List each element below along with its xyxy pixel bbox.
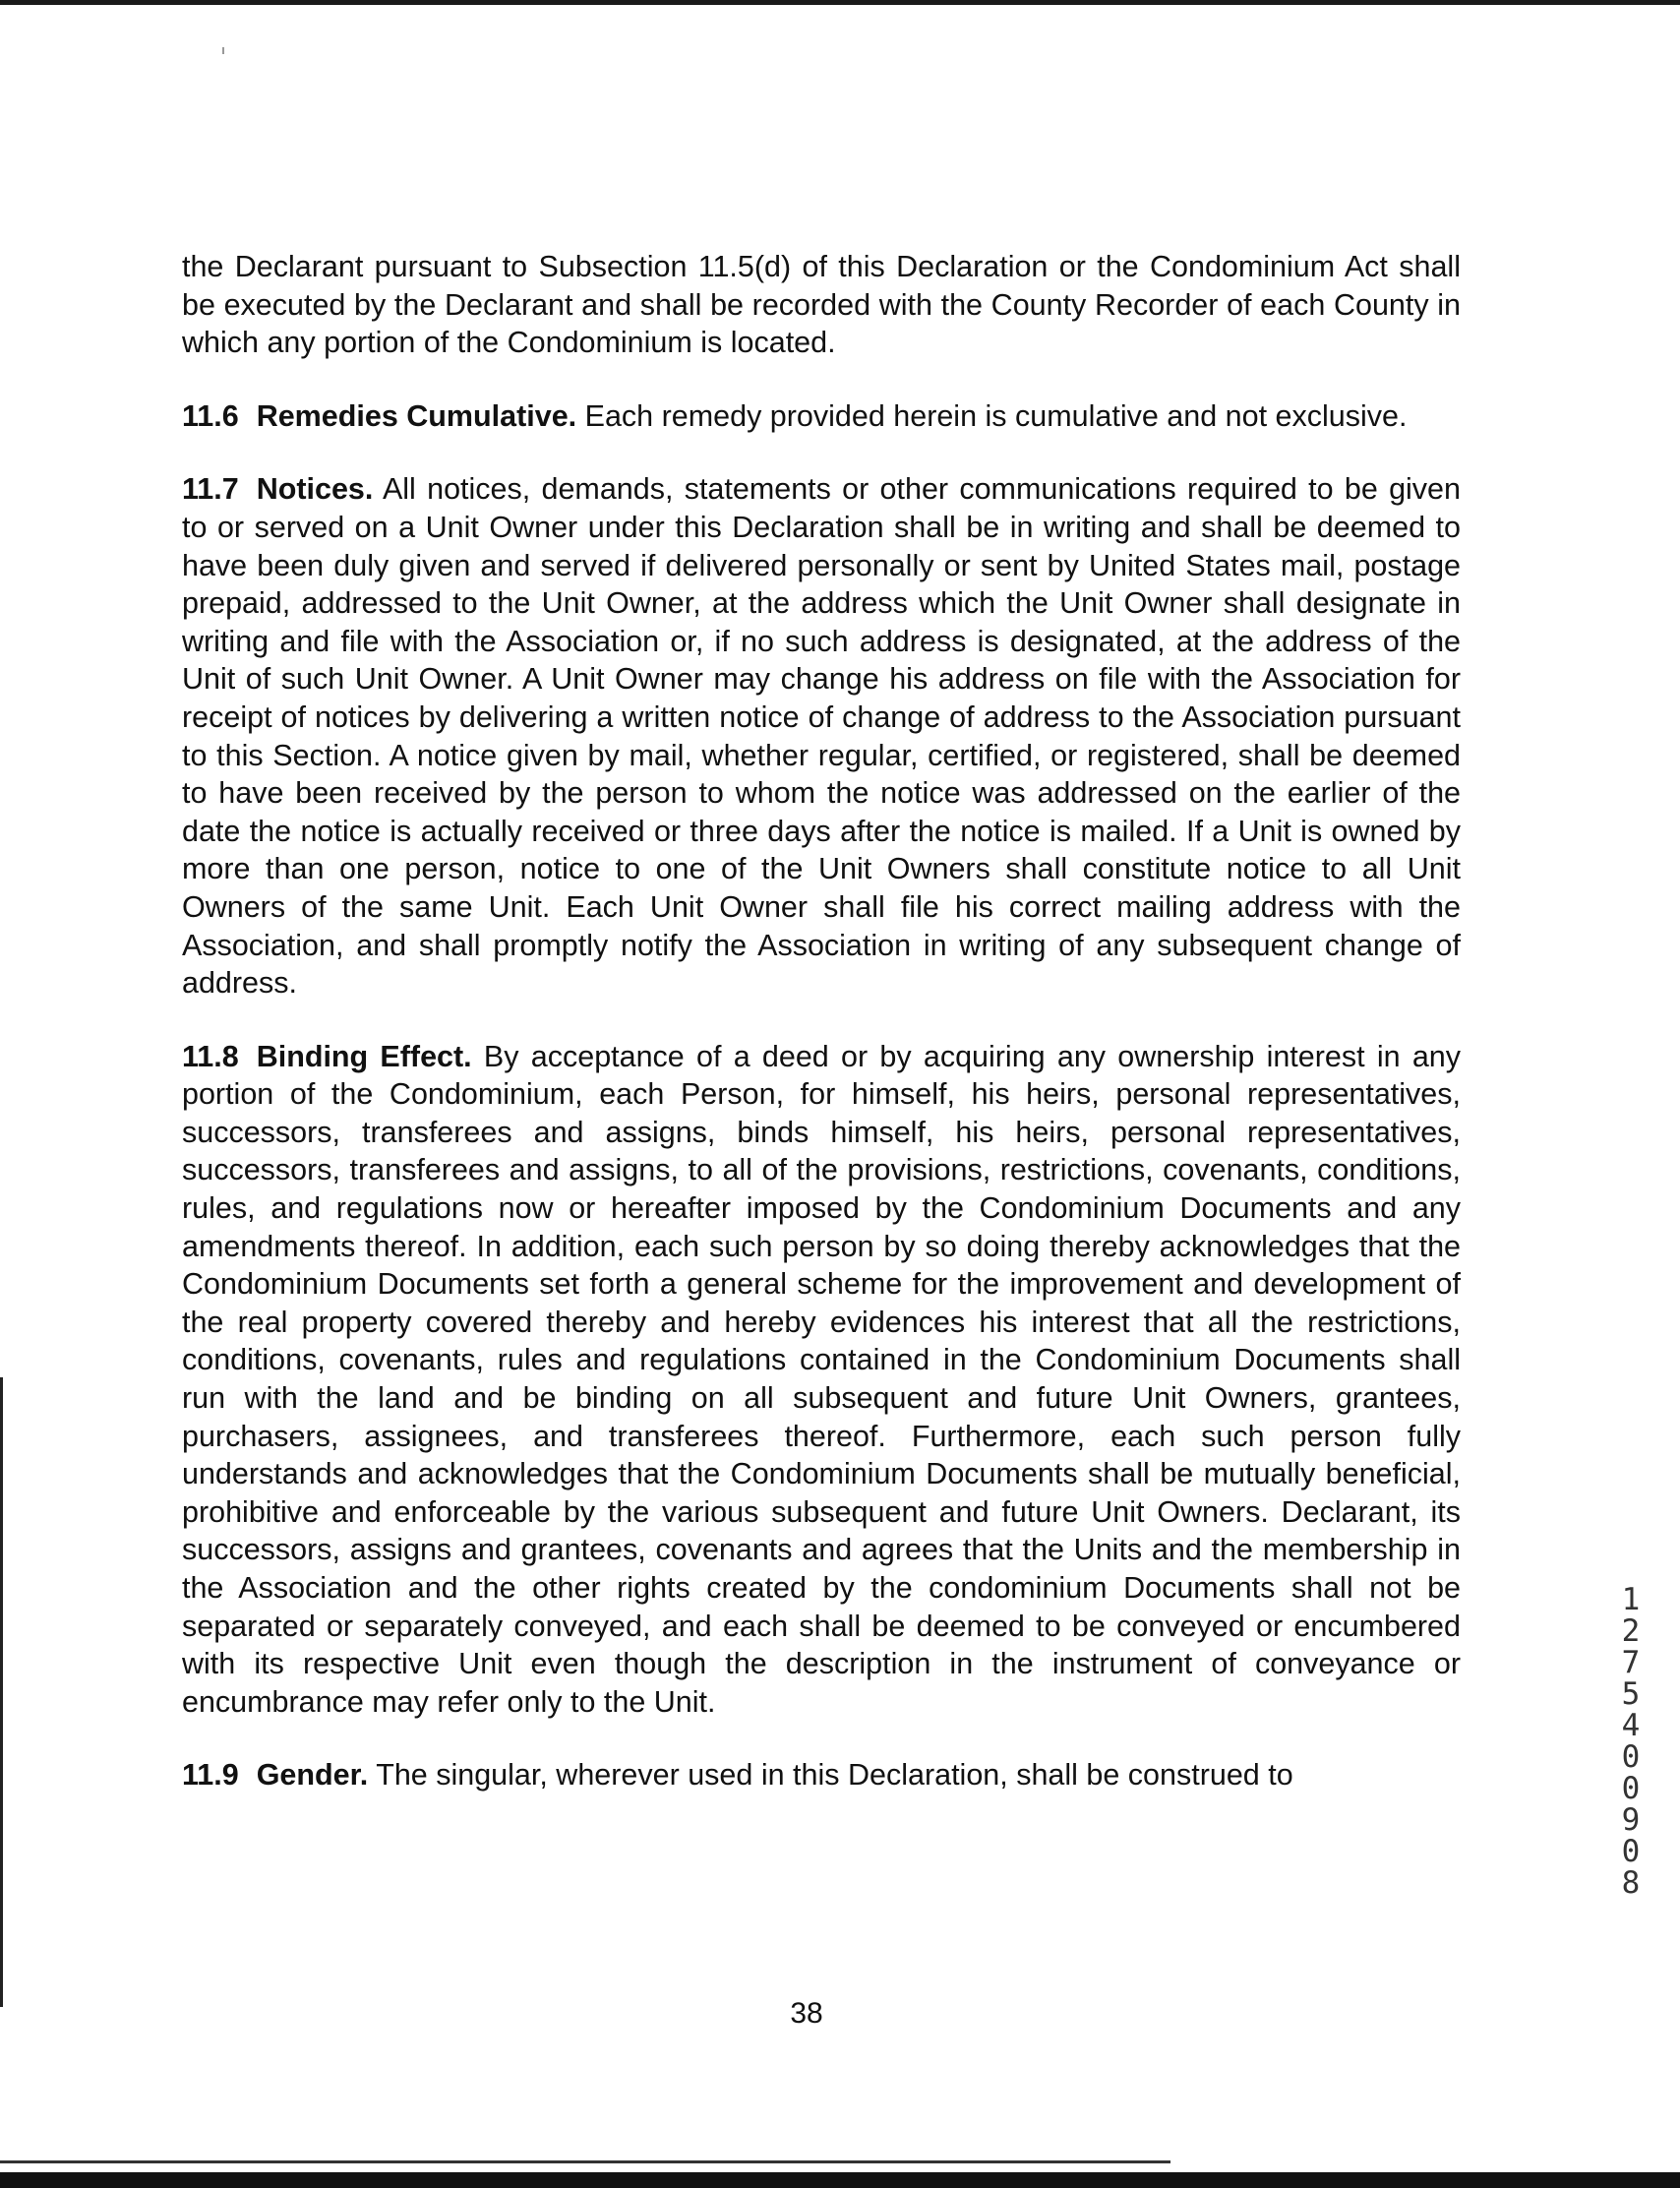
scan-bottom-edge bbox=[0, 2172, 1680, 2188]
paragraph-text: the Declarant pursuant to Subsection 11.5(d) of this Declaration or the Condominium Act shall be executed by the Declarant and shall be recorded with the County Recorder of each County in which any portion of the Condominium is located. bbox=[182, 250, 1461, 360]
section-11-7 bbox=[182, 470, 1461, 1002]
scan-bottom-line bbox=[0, 2160, 1170, 2163]
section-number: 11.8 bbox=[182, 1039, 239, 1073]
section-number: 11.9 bbox=[182, 1758, 239, 1793]
section-heading: Remedies Cumulative. bbox=[256, 398, 577, 433]
page-number: 38 bbox=[790, 1997, 823, 2030]
section-text: By acceptance of a deed or by acquiring any ownership interest in any portion of the Condominium, each Person, for himself, his heirs, personal representatives, successors, transferees and assigns, binds himself, his heirs, personal representatives, successors, transferees and assigns, to all of the provisions, restrictions, covenants, conditions, rules, and regulations now or hereafter imposed by the Condominium Documents and any amendments thereof. In addition, each such person by so doing thereby acknowledges that the Condominium Documents set forth a general scheme for the improvement and development of the real property covered thereby and hereby evidences his interest that all the restrictions, conditions, covenants, rules and regulations contained in the Condominium Documents shall run with the land and be binding on all subsequent and future Unit Owners, grantees, purchasers, assignees, and transferees thereof. Furthermore, each such person fully understands and acknowledges that the Condominium Documents shall be mutually beneficial, prohibitive and enforceable by the various subsequent and future Unit Owners. Declarant, its successors, assigns and grantees, covenants and agrees that the Units and the membership in the Association and the other rights created by the condominium Documents shall not be separated or separately conveyed, and each shall be deemed to be conveyed or encumbered with its respective Unit even though the description in the instrument of conveyance or encumbrance may refer only to the Unit. bbox=[182, 1039, 1462, 1719]
scan-left-edge bbox=[0, 1377, 3, 2007]
paragraph-continuation bbox=[182, 248, 1461, 362]
section-text: All notices, demands, statements or other communications required to be given to or served on a Unit Owner under this Declaration shall be in writing and shall be deemed to have been duly given and served if delivered personally or sent by United States mail, postage prepaid, addressed to the Unit Owner, at the address which the Unit Owner shall designate in writing and file with the Association or, if no such address is designated, at the address of the Unit of such Unit Owner. A Unit Owner may change his address on file with the Association for receipt of notices by delivering a written notice of change of address to the Association pursuant to this Section. A notice given by mail, whether regular, certified, or registered, shall be deemed to have been received by the person to whom the notice was addressed on the earlier of the date the notice is actually received or three days after the notice is mailed. If a Unit is owned by more than one person, notice to one of the Unit Owners shall constitute notice to all Unit Owners of the same Unit. Each Unit Owner shall file his correct mailing address with the Association, and shall promptly notify the Association in writing of any subsequent change of address. bbox=[182, 472, 1461, 1001]
section-number: 11.6 bbox=[182, 398, 239, 433]
section-heading: Notices. bbox=[256, 472, 374, 507]
section-11-8 bbox=[182, 1038, 1461, 1722]
section-11-6 bbox=[182, 397, 1461, 436]
scan-speck bbox=[222, 47, 224, 54]
section-heading: Binding Effect. bbox=[256, 1039, 472, 1073]
section-text: The singular, wherever used in this Declaration, shall be construed to bbox=[376, 1758, 1293, 1793]
recording-stamp: 12754 00908 bbox=[1621, 1582, 1641, 1901]
scan-top-edge bbox=[0, 0, 1680, 5]
section-11-9 bbox=[182, 1756, 1461, 1794]
document-body bbox=[182, 248, 1461, 1830]
section-text: Each remedy provided herein is cumulative and not exclusive. bbox=[584, 398, 1408, 433]
section-number: 11.7 bbox=[182, 472, 239, 507]
section-heading: Gender. bbox=[256, 1758, 369, 1793]
